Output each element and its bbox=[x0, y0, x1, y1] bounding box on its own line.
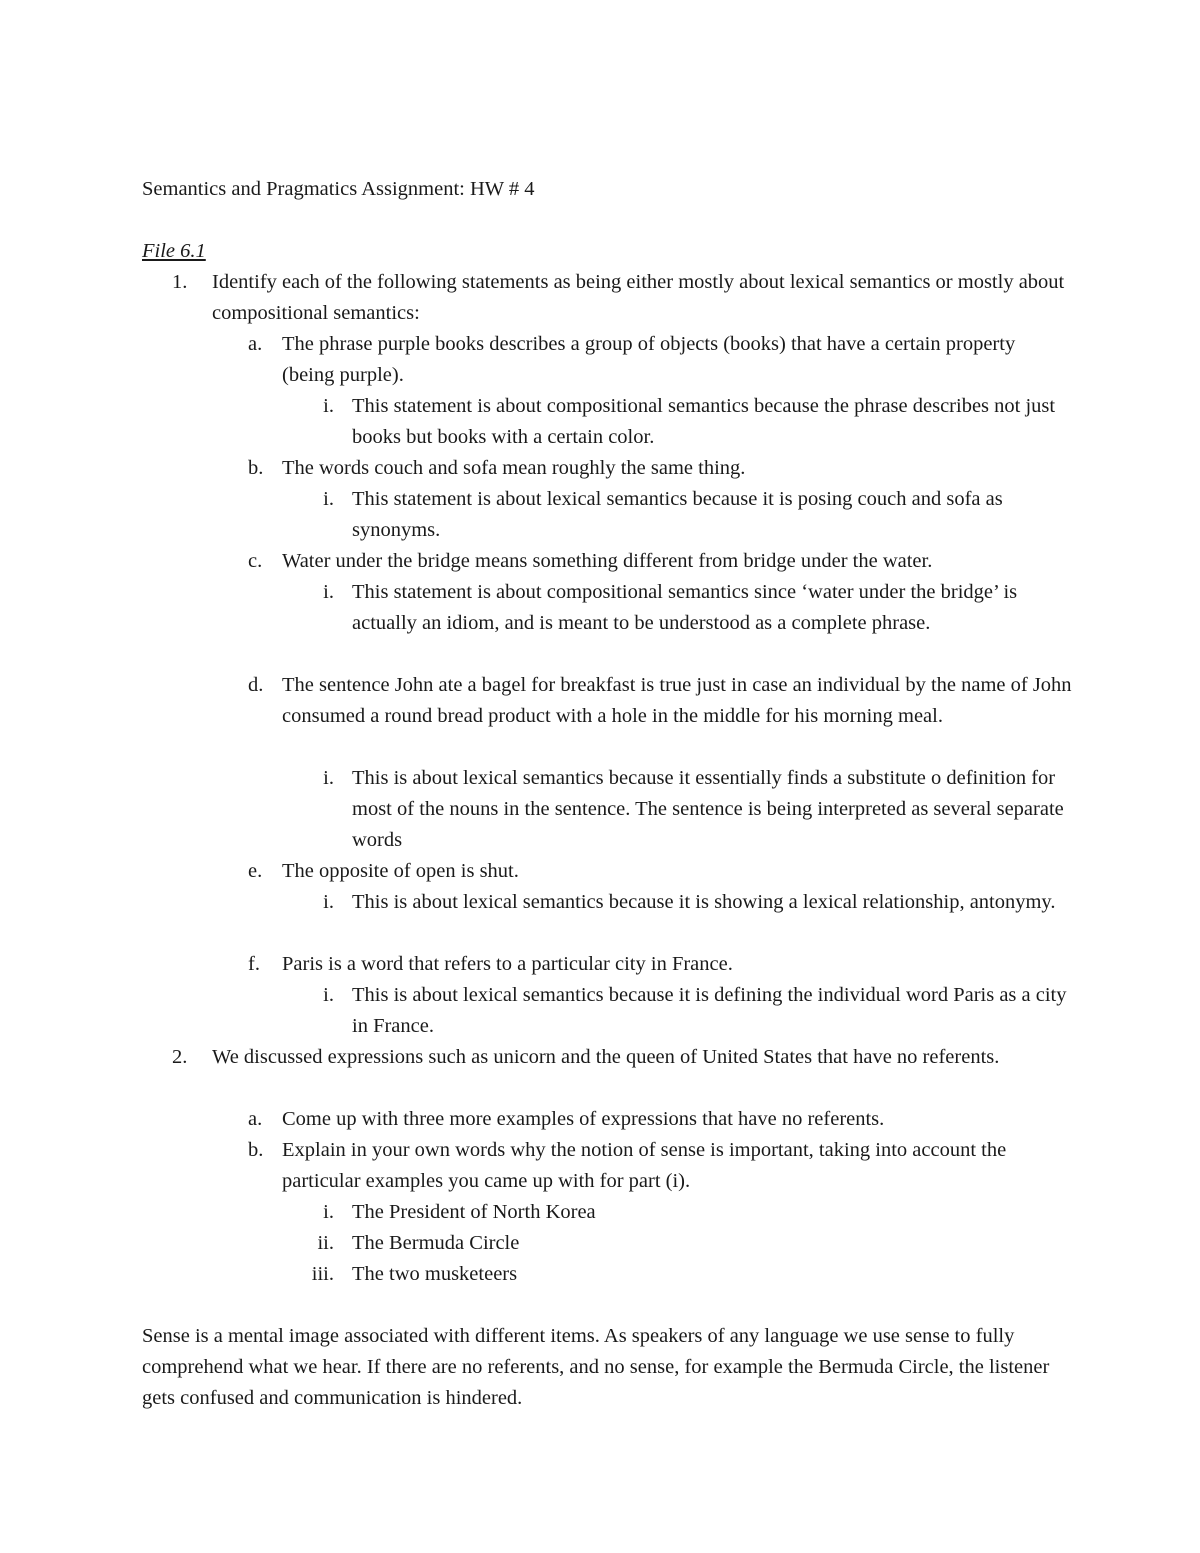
example-number: iii. bbox=[311, 1263, 334, 1285]
question-1d bbox=[248, 670, 1072, 732]
answer-1f bbox=[323, 980, 1072, 1042]
question-2b bbox=[248, 1135, 1072, 1197]
answer-text: This is about lexical semantics because it essentially finds a substitute o definition for most of the nouns in the sentence. The sentence is being interpreted as several separate words bbox=[352, 767, 1064, 851]
question-1c bbox=[248, 546, 1072, 577]
page-title: Semantics and Pragmatics Assignment: HW # 4 bbox=[142, 178, 535, 200]
part-letter: a. bbox=[248, 333, 263, 355]
part-letter: a. bbox=[248, 1108, 263, 1130]
question-2 bbox=[172, 1042, 1072, 1073]
part-text: The phrase purple books describes a group of objects (books) that have a certain property (being purple). bbox=[282, 333, 1016, 386]
answer-text: This is about lexical semantics because it is defining the individual word Paris as a city in France. bbox=[352, 984, 1067, 1037]
example-text: The Bermuda Circle bbox=[352, 1232, 520, 1254]
example-item bbox=[311, 1259, 1072, 1290]
part-text: The sentence John ate a bagel for breakfast is true just in case an individual by the name of John consumed a round bread product with a hole in the middle for his morning meal. bbox=[282, 674, 1072, 727]
part-text: Come up with three more examples of expressions that have no referents. bbox=[282, 1108, 885, 1130]
example-number: i. bbox=[323, 1201, 334, 1223]
question-1b bbox=[248, 453, 1072, 484]
answer-number: i. bbox=[323, 395, 334, 417]
question-number: 2. bbox=[172, 1046, 188, 1068]
question-number: 1. bbox=[172, 271, 188, 293]
question-1 bbox=[172, 267, 1072, 329]
example-number: ii. bbox=[317, 1232, 334, 1254]
part-text: Paris is a word that refers to a particular city in France. bbox=[282, 953, 733, 975]
part-text: Water under the bridge means something different from bridge under the water. bbox=[282, 550, 933, 572]
answer-number: i. bbox=[323, 984, 334, 1006]
question-text: We discussed expressions such as unicorn and the queen of United States that have no referents. bbox=[212, 1046, 1000, 1068]
answer-1d bbox=[323, 763, 1072, 856]
example-item bbox=[317, 1228, 1072, 1259]
answer-number: i. bbox=[323, 767, 334, 789]
part-letter: e. bbox=[248, 860, 263, 882]
part-letter: d. bbox=[248, 674, 264, 696]
answer-1c bbox=[323, 577, 1072, 639]
answer-1e bbox=[323, 887, 1072, 918]
example-text: The President of North Korea bbox=[352, 1201, 596, 1223]
essay-paragraph: Sense is a mental image associated with different items. As speakers of any language we use sense to fully comprehend what we hear. If there are no referents, and no sense, for example the Bermuda Circle, the listener gets confused and communication is hindered. bbox=[142, 1325, 1050, 1409]
question-1e bbox=[248, 856, 1072, 887]
answer-number: i. bbox=[323, 488, 334, 510]
part-letter: b. bbox=[248, 1139, 264, 1161]
answer-text: This is about lexical semantics because it is showing a lexical relationship, antonymy. bbox=[352, 891, 1056, 913]
answer-number: i. bbox=[323, 891, 334, 913]
answer-text: This statement is about lexical semantics because it is posing couch and sofa as synonyms. bbox=[352, 488, 1003, 541]
answer-text: This statement is about compositional semantics because the phrase describes not just books but books with a certain color. bbox=[352, 395, 1056, 448]
answer-number: i. bbox=[323, 581, 334, 603]
part-letter: f. bbox=[248, 953, 260, 975]
part-text: Explain in your own words why the notion of sense is important, taking into account the particular examples you came up with for part (i). bbox=[282, 1139, 1007, 1192]
question-text: Identify each of the following statements as being either mostly about lexical semantics or mostly about compositional semantics: bbox=[212, 271, 1065, 324]
example-text: The two musketeers bbox=[352, 1263, 518, 1285]
question-1f bbox=[248, 949, 1072, 980]
part-letter: c. bbox=[248, 550, 263, 572]
answer-text: This statement is about compositional semantics since ‘water under the bridge’ is actually an idiom, and is meant to be understood as a complete phrase. bbox=[352, 581, 1018, 634]
question-2a bbox=[248, 1104, 1072, 1135]
file-heading: File 6.1 bbox=[142, 240, 206, 262]
answer-1b bbox=[323, 484, 1072, 546]
part-text: The opposite of open is shut. bbox=[282, 860, 519, 882]
part-letter: b. bbox=[248, 457, 264, 479]
question-1a bbox=[248, 329, 1072, 391]
answer-1a bbox=[323, 391, 1072, 453]
part-text: The words couch and sofa mean roughly the same thing. bbox=[282, 457, 746, 479]
example-item bbox=[323, 1197, 1072, 1228]
